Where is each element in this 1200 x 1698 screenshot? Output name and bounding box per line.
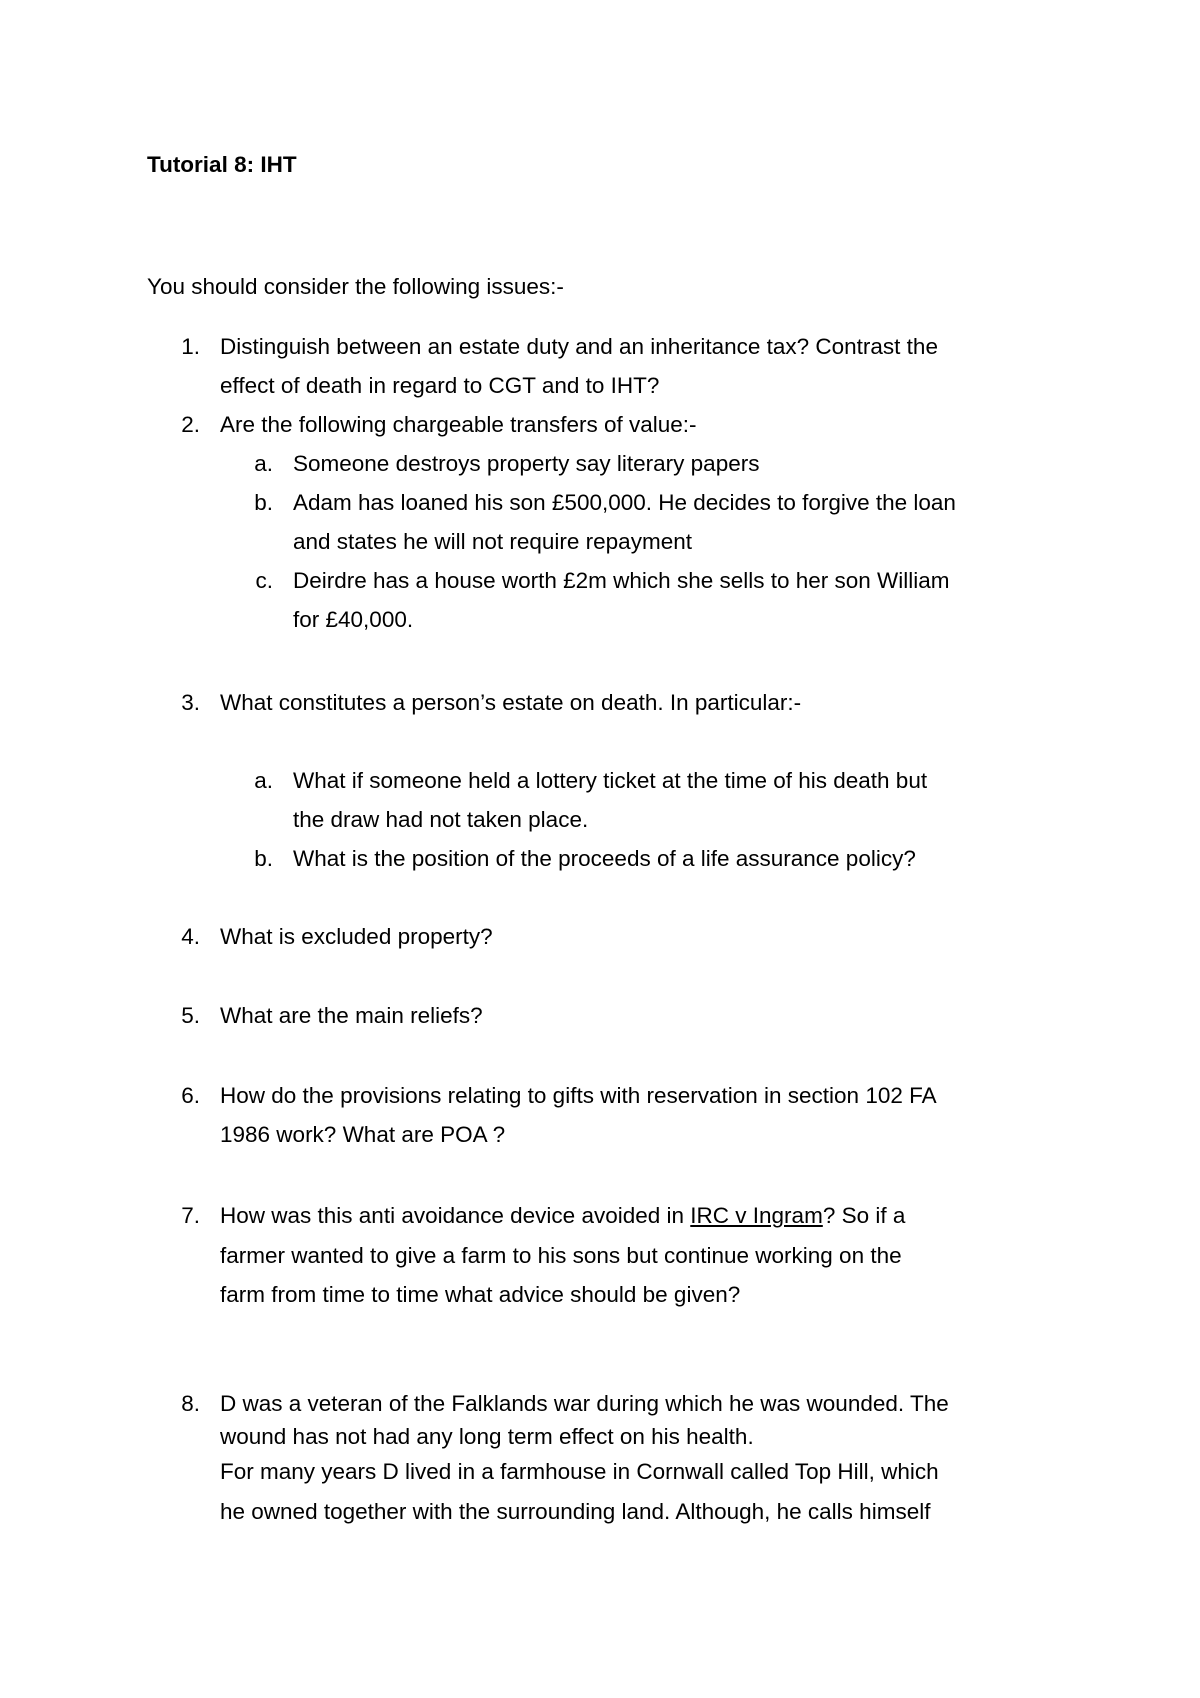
q3a-line1: What if someone held a lottery ticket at the time of his death but bbox=[293, 768, 928, 793]
q7-line3: farm from time to time what advice should be given? bbox=[220, 1282, 741, 1307]
item-number-5: 5. bbox=[181, 1003, 200, 1028]
q2b-line1: Adam has loaned his son £500,000. He decides to forgive the loan bbox=[293, 490, 956, 515]
q8-line3: For many years D lived in a farmhouse in Cornwall called Top Hill, which bbox=[220, 1459, 939, 1484]
case-citation: IRC v Ingram bbox=[690, 1203, 823, 1228]
item-number-1: 1. bbox=[181, 334, 200, 359]
q3-letter-b: b. bbox=[254, 846, 273, 871]
q7-line1-pre: How was this anti avoidance device avoided in bbox=[220, 1203, 691, 1228]
item-number-4: 4. bbox=[181, 924, 200, 949]
q3a-line2: the draw had not taken place. bbox=[293, 807, 589, 832]
q3-letter-a: a. bbox=[254, 768, 273, 793]
q7-line2: farmer wanted to give a farm to his sons but continue working on the bbox=[220, 1243, 902, 1268]
q2-letter-c: c. bbox=[255, 568, 273, 593]
q7-line1-post: ? So if a bbox=[822, 1203, 906, 1228]
q6-line2: 1986 work? What are POA ? bbox=[220, 1122, 506, 1147]
item-number-2: 2. bbox=[181, 412, 200, 437]
q3-line1: What constitutes a person’s estate on death. In particular:- bbox=[220, 690, 802, 715]
intro-text: You should consider the following issues:- bbox=[147, 274, 564, 299]
q6-line1: How do the provisions relating to gifts with reservation in section 102 FA bbox=[220, 1083, 937, 1108]
q2-line1: Are the following chargeable transfers of value:- bbox=[220, 412, 697, 437]
q5-line1: What are the main reliefs? bbox=[220, 1003, 483, 1028]
q7-line1 bbox=[220, 1201, 905, 1231]
q3b-line1: What is the position of the proceeds of a life assurance policy? bbox=[293, 846, 916, 871]
q2b-line2: and states he will not require repayment bbox=[293, 529, 692, 554]
q2-letter-a: a. bbox=[254, 451, 273, 476]
page-title: Tutorial 8: IHT bbox=[147, 152, 297, 177]
item-number-3: 3. bbox=[181, 690, 200, 715]
q2a-line1: Someone destroys property say literary papers bbox=[293, 451, 760, 476]
q2c-line2: for £40,000. bbox=[293, 607, 414, 632]
q8-line1: D was a veteran of the Falklands war during which he was wounded. The bbox=[220, 1391, 949, 1416]
q1-line1: Distinguish between an estate duty and an inheritance tax? Contrast the bbox=[220, 334, 938, 359]
q2-letter-b: b. bbox=[254, 490, 273, 515]
item-number-7: 7. bbox=[181, 1203, 200, 1228]
q2c-line1: Deirdre has a house worth £2m which she sells to her son William bbox=[293, 568, 950, 593]
item-number-8: 8. bbox=[181, 1391, 200, 1416]
q8-line4: he owned together with the surrounding land. Although, he calls himself bbox=[220, 1499, 931, 1524]
q4-line1: What is excluded property? bbox=[220, 924, 493, 949]
q8-line2: wound has not had any long term effect on his health. bbox=[220, 1424, 754, 1449]
q1-line2: effect of death in regard to CGT and to IHT? bbox=[220, 373, 660, 398]
item-number-6: 6. bbox=[181, 1083, 200, 1108]
